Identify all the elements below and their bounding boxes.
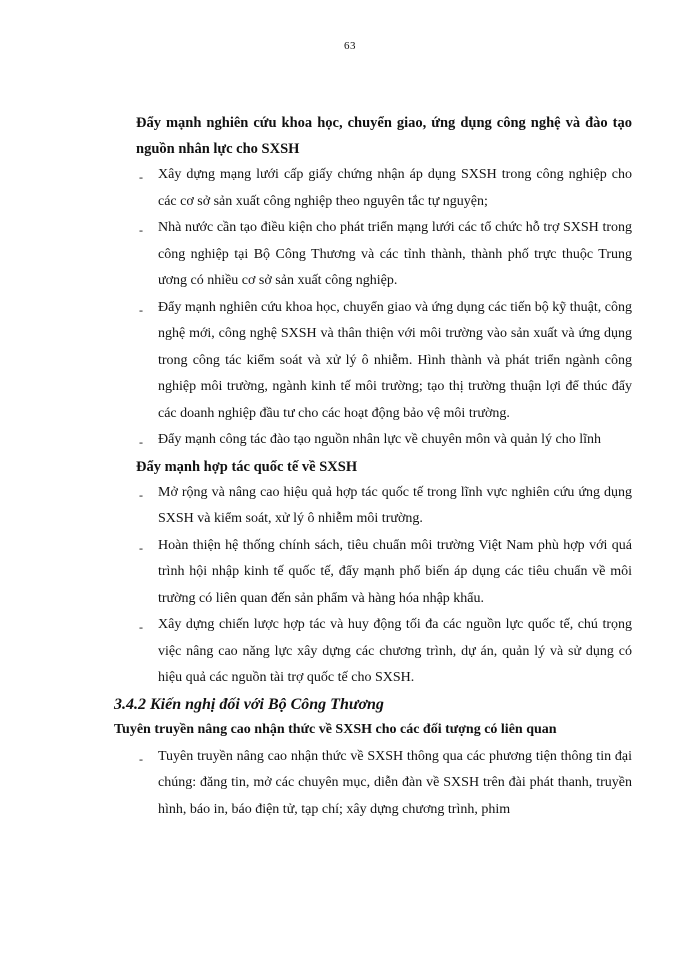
list-item (136, 744, 632, 824)
list-item (136, 162, 632, 215)
document-body (114, 110, 632, 823)
list-item (136, 480, 632, 533)
list-item (136, 215, 632, 295)
international-bullet-list (136, 480, 632, 692)
list-item-text: Tuyên truyền nâng cao nhận thức về SXSH thông qua các phương tiện thông tin đại chúng: đăng tin, mở các chuyên mục, diễn đàn về SXSH trên đài phát thanh, truyền hình, báo in, báo điện tử, tạp chí; xây dựng chương trình, phim (158, 748, 632, 817)
bullet-marker: - (139, 751, 143, 766)
list-item-text: Nhà nước cần tạo điều kiện cho phát triển mạng lưới các tổ chức hỗ trợ SXSH trong công nghiệp tại Bộ Công Thương và các tỉnh thành, thành phố trực thuộc Trung ương có nhiều cơ sở sản xuất công nghiệp. (158, 220, 632, 288)
bullet-marker: - (139, 170, 143, 184)
list-item-text: Hoàn thiện hệ thống chính sách, tiêu chuẩn môi trường Việt Nam phù hợp với quá trình hội nhập kinh tế quốc tế, đẩy mạnh phổ biến áp dụng các tiêu chuẩn về môi trường có liên quan đến sản phẩm và hàng hóa nhập khẩu. (158, 537, 632, 606)
list-item-text: Đẩy mạnh công tác đào tạo nguồn nhân lực về chuyên môn và quản lý cho lĩnh (158, 432, 602, 447)
bullet-marker: - (139, 620, 143, 634)
list-item-text: Đẩy mạnh nghiên cứu khoa học, chuyển giao và ứng dụng các tiến bộ kỹ thuật, công nghệ mới, công nghệ SXSH và thân thiện với môi trường vào sản xuất và ứng dụng trong công tác kiểm soát và xử lý ô nhiễm. Hình thành và phát triển ngành công nghiệp môi trường, ngành kinh tế môi trường; tạo thị trường thuận lợi để thúc đẩy các doanh nghiệp đầu tư cho các hoạt động bảo vệ môi trường. (158, 299, 632, 421)
list-item (136, 295, 632, 428)
list-item (136, 427, 632, 454)
subsection-heading-awareness: Tuyên truyền nâng cao nhận thức về SXSH cho các đối tượng có liên quan (114, 721, 557, 737)
list-item-text: Mở rộng và nâng cao hiệu quả hợp tác quốc tế trong lĩnh vực nghiên cứu ứng dụng SXSH và kiểm soát, xử lý ô nhiễm môi trường. (158, 484, 632, 526)
section-title-ministry: 3.4.2 Kiến nghị đối với Bộ Công Thương (114, 695, 384, 713)
bullet-marker: - (139, 487, 143, 502)
page-number: 63 (344, 40, 356, 52)
list-item-text: Xây dựng chiến lược hợp tác và huy động tối đa các nguồn lực quốc tế, chú trọng việc nâng cao năng lực xây dựng các chương trình, dự án, quản lý và sử dụng có hiệu quả các nguồn tài trợ quốc tế cho SXSH. (158, 617, 632, 685)
list-item (136, 612, 632, 692)
bullet-marker: - (139, 540, 143, 555)
research-bullet-list (136, 162, 632, 454)
list-item (136, 533, 632, 613)
bullet-marker: - (139, 435, 143, 449)
ministry-bullet-list (136, 744, 632, 824)
list-item-text: Xây dựng mạng lưới cấp giấy chứng nhận áp dụng SXSH trong công nghiệp cho các cơ sở sản xuất công nghiệp theo nguyên tắc tự nguyện; (158, 167, 632, 209)
bullet-marker: - (139, 302, 143, 317)
section-heading-research: Đẩy mạnh nghiên cứu khoa học, chuyển giao, ứng dụng công nghệ và đào tạo nguồn nhân lực cho SXSH (136, 115, 632, 157)
bullet-marker: - (139, 223, 143, 237)
section-heading-international: Đẩy mạnh hợp tác quốc tế về SXSH (136, 458, 358, 475)
